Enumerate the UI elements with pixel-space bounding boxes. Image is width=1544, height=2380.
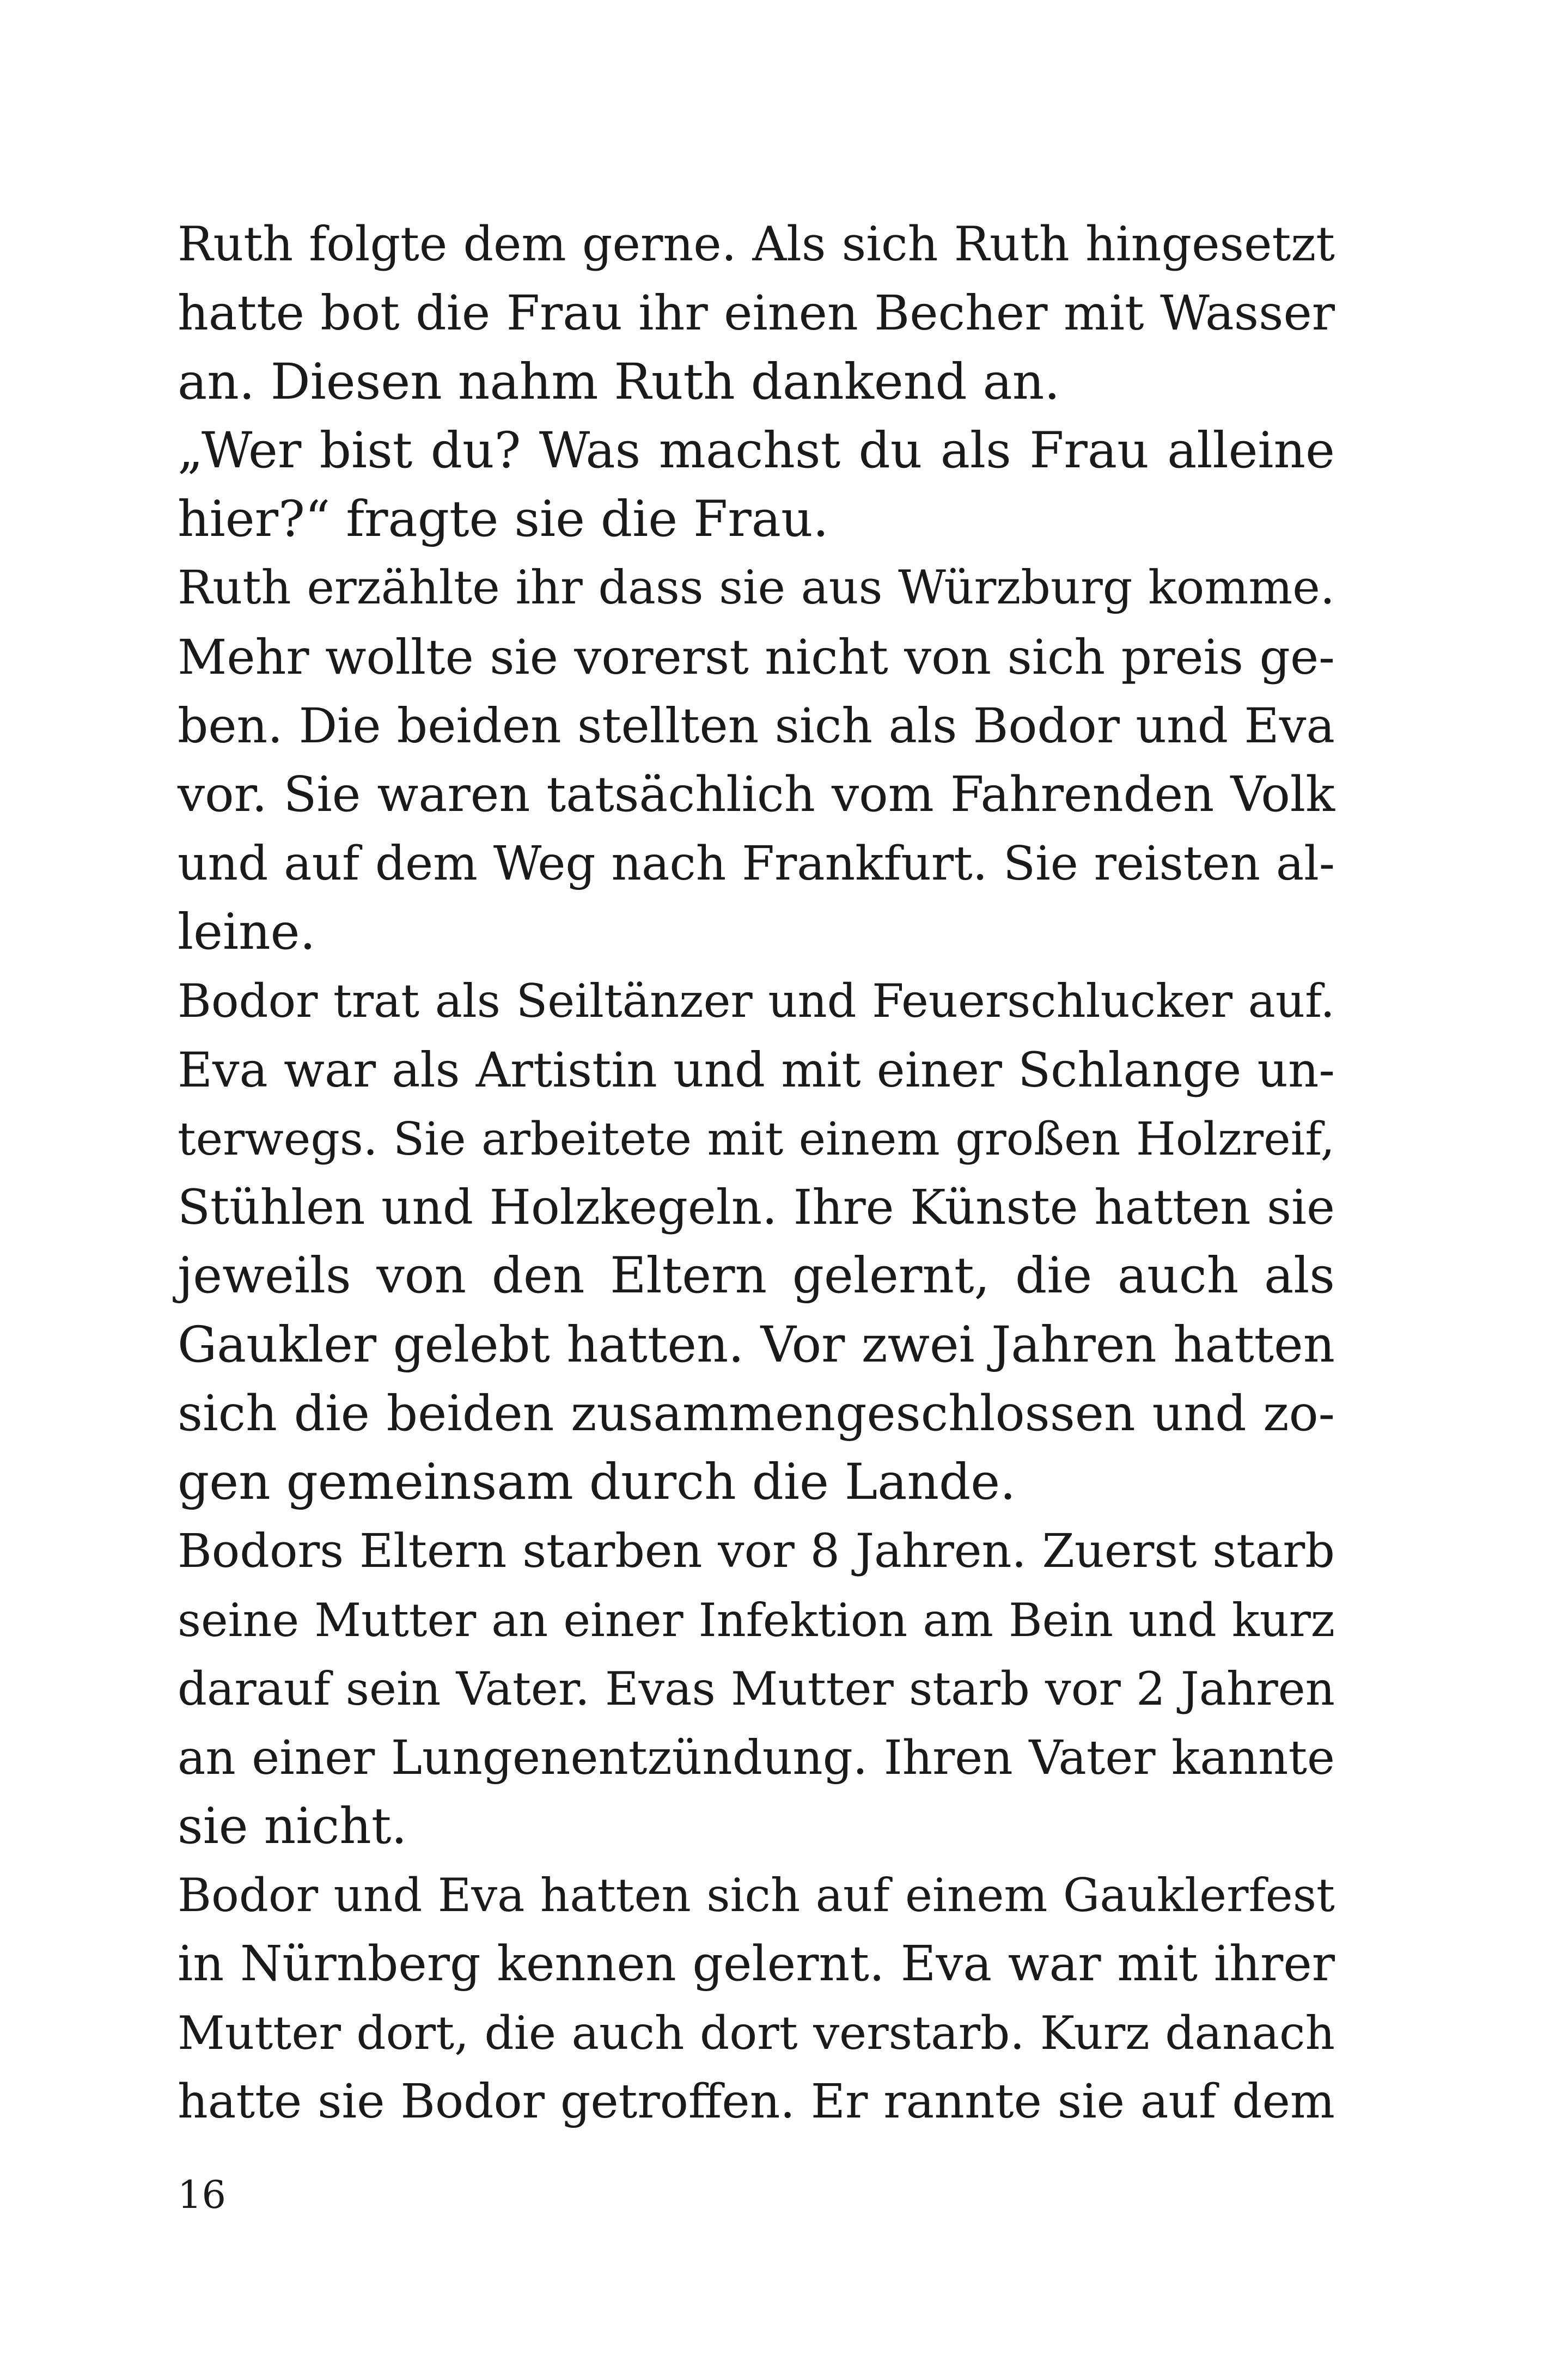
text-line: Eva war als Artistin und mit einer Schlange un- [178,1042,1335,1098]
text-line: darauf sein Vater. Evas Mutter starb vor 2 Jahren [178,1662,1335,1716]
text-line: Mutter dort, die auch dort verstarb. Kurz danach [178,2005,1335,2060]
text-line: Mehr wollte sie vorerst nicht von sich preis ge- [178,628,1335,685]
text-line: hatte bot die Frau ihr einen Becher mit Wasser [178,285,1335,341]
text-line: an. Diesen nahm Ruth dankend an. [178,353,1060,411]
text-line: jeweils von den Eltern gelernt, die auch als [178,1247,1335,1305]
text-line: Bodors Eltern starben vor 8 Jahren. Zuerst starb [178,1524,1335,1578]
text-line: sich die beiden zusammengeschlossen und zo- [178,1386,1335,1443]
text-line: terwegs. Sie arbeitete mit einem großen Holzreif, [178,1112,1335,1165]
text-line: gen gemeinsam durch die Lande. [178,1454,1016,1511]
text-line: Ruth erzählte ihr dass sie aus Würzburg komme. [178,561,1335,615]
page-number: 16 [178,2172,227,2217]
body-text [178,210,1335,2136]
text-line: hier?“ fragte sie die Frau. [178,491,829,548]
text-line: Gaukler gelebt hatten. Vor zwei Jahren hatten [178,1316,1335,1374]
text-line: ben. Die beiden stellten sich als Bodor und Eva [178,698,1335,754]
text-line: seine Mutter an einer Infektion am Bein und kurz [178,1593,1335,1647]
text-line: Bodor und Eva hatten sich auf einem Gauklerfest [178,1869,1335,1923]
text-line: Bodor trat als Seiltänzer und Feuerschlucker auf. [178,974,1335,1028]
text-line: vor. Sie waren tatsächlich vom Fahrenden Volk [178,766,1335,823]
text-line: an einer Lungenentzündung. Ihren Vater kannte [178,1730,1335,1785]
text-line: in Nürnberg kennen gelernt. Eva war mit ihrer [178,1936,1335,1992]
text-line: leine. [178,903,316,961]
text-line: Ruth folgte dem gerne. Als sich Ruth hingesetzt [178,217,1335,272]
text-line: sie nicht. [178,1797,407,1855]
text-line: und auf dem Weg nach Frankfurt. Sie reisten al- [178,836,1335,891]
text-line: hatte sie Bodor getroffen. Er rannte sie auf dem [178,2074,1335,2129]
text-line: Stühlen und Holzkegeln. Ihre Künste hatten sie [178,1180,1335,1236]
text-line: „Wer bist du? Was machst du als Frau alleine [178,422,1335,479]
